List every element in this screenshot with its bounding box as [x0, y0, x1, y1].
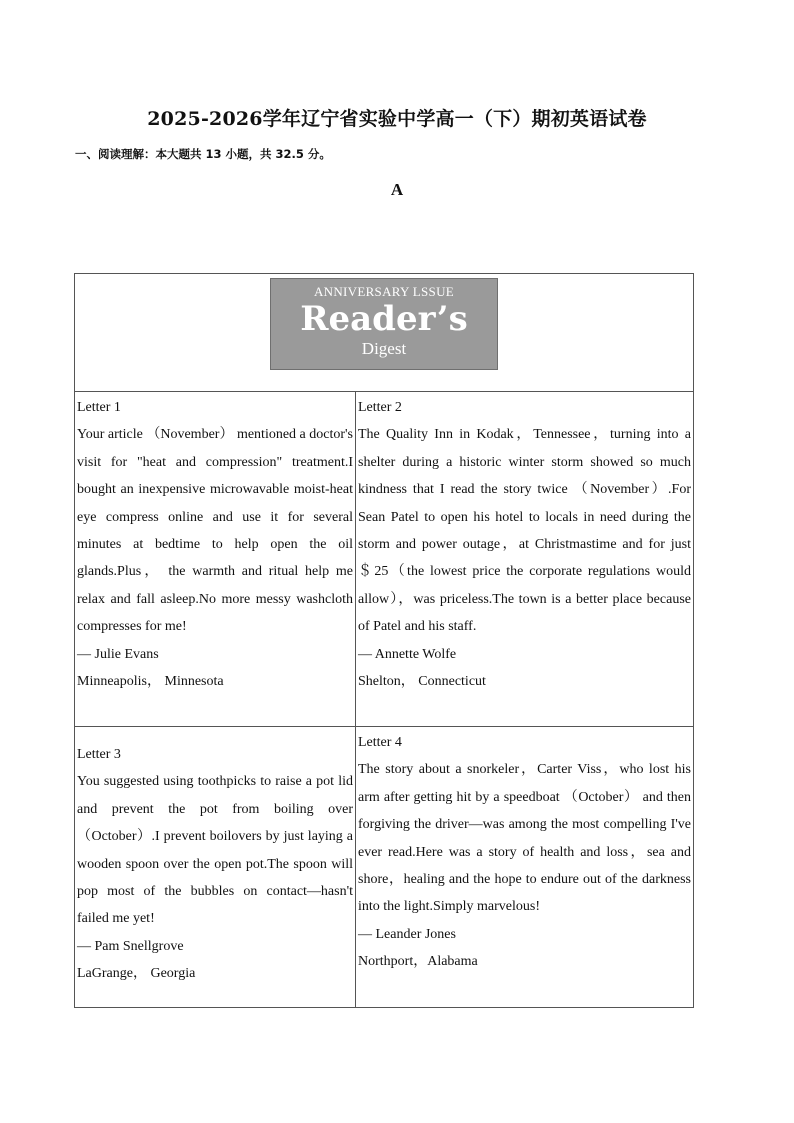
letter-3-location: LaGrange， Georgia [77, 966, 196, 982]
letter-4-label: Letter 4 [358, 735, 402, 750]
letter-2-author: — Annette Wolfe [358, 646, 457, 662]
letter-4-body: The story about a snorkeler，Carter Viss，who lost his arm after getting hit by a speedboat （October） and then forgiving the driver—was among the most compelling I've ever read.Here was a story of health and loss，sea and shore，healing and the hope to endure out of the darkness into the light.Simply marvelous! [358, 762, 691, 915]
masthead-kicker: ANNIVERSARY LSSUE [313, 284, 455, 299]
readers-digest-masthead [270, 278, 498, 370]
letter-3-body: You suggested using toothpicks to raise a pot lid and prevent the pot from boiling over （October）.I prevent boilovers by just laying a wooden spoon over the open pot.The spoon will pop most of the bubbles on contact—hasn't failed me yet! [77, 774, 353, 927]
letters-table [74, 273, 694, 1008]
section-heading: 一、阅读理解：本大题共 13 小题，共 32.5 分。 [75, 147, 331, 161]
letter-2-body: The Quality Inn in Kodak，Tennessee，turning into a shelter during a historic winter storm showed so much kindness that I read the story twice （November）.For Sean Patel to open his hotel to locals in need during the storm and power outage，at Christmastime and for just ＄25（the lowest price the corporate regulations would allow），was priceless.The town is a better place because of Patel and his staff. [358, 427, 691, 635]
letter-1-location: Minneapolis， Minnesota [77, 674, 224, 690]
letters-row-1 [75, 392, 694, 727]
letter-3-label: Letter 3 [77, 747, 121, 762]
letter-2-location: Shelton， Connecticut [358, 674, 486, 690]
letter-3-cell [75, 727, 356, 1008]
masthead-subtitle: Digest [361, 339, 407, 358]
letter-3-author: — Pam Snellgrove [77, 938, 184, 954]
letter-4-author: — Leander Jones [358, 926, 456, 942]
masthead-row [75, 274, 694, 392]
letter-1-label: Letter 1 [77, 400, 121, 415]
letter-2-cell [356, 392, 694, 727]
letter-4-cell [356, 727, 694, 1008]
letter-1-body: Your article （November） mentioned a doctor's visit for "heat and compression" treatment.I bought an inexpensive microwavable moist-heat eye compress online and use it for several minutes at bedtime to help open the oil glands.Plus， the warmth and ritual help me relax and fall asleep.No more messy washcloth compresses for me! [77, 427, 353, 635]
masthead-name: Reader’s [300, 299, 468, 339]
masthead-cell [75, 274, 694, 392]
letter-2-label: Letter 2 [358, 400, 402, 415]
letters-row-2 [75, 727, 694, 1008]
letter-4-location: Northport，Alabama [358, 954, 478, 970]
letter-1-author: — Julie Evans [77, 646, 159, 662]
document-title: 2025-2026学年辽宁省实验中学高一（下）期初英语试卷 [147, 108, 647, 130]
passage-label: A [390, 180, 404, 199]
letter-1-cell [75, 392, 356, 727]
